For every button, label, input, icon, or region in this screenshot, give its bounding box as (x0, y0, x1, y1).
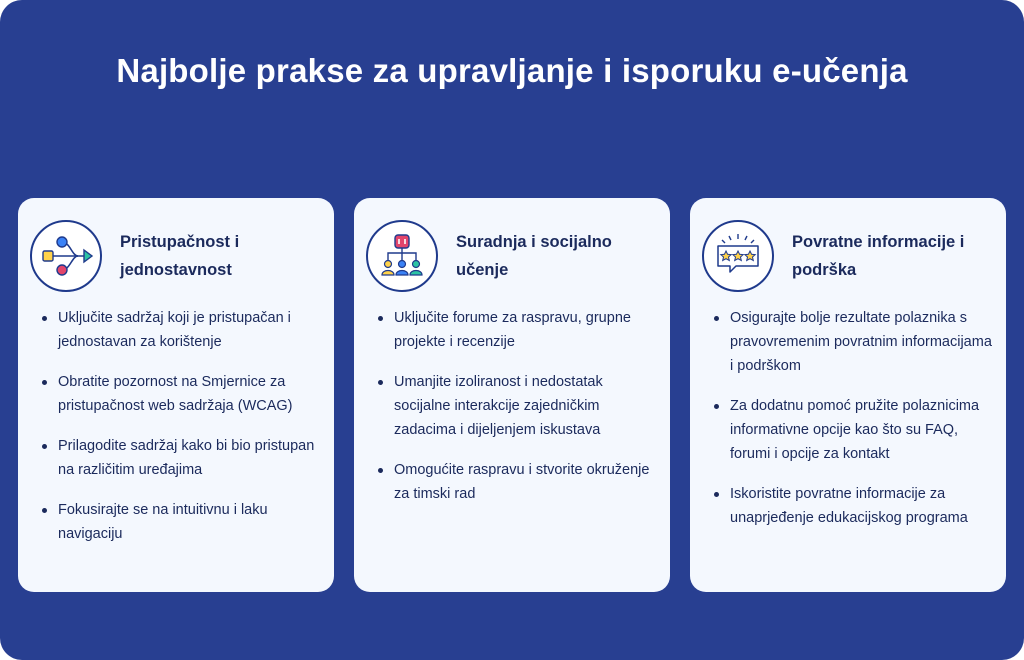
bullet-list (714, 306, 994, 546)
team-collaboration-icon (368, 222, 436, 290)
list-item: Uključite forume za raspravu, grupne projekte i recenzije (378, 306, 658, 354)
list-item: Prilagodite sadržaj kako bi bio pristupan na različitim uređajima (42, 434, 322, 482)
card-feedback (690, 198, 1006, 592)
flow-arrows-icon (32, 222, 100, 290)
card-accessibility (18, 198, 334, 592)
card-title: Suradnja i socijalno učenje (456, 233, 612, 279)
card-title: Povratne informacije i podrška (792, 233, 965, 279)
list-item: Za dodatnu pomoć pružite polaznicima informativne opcije kao što su FAQ, forumi i opcije za kontakt (714, 394, 994, 466)
list-item: Umanjite izoliranost i nedostatak socijalne interakcije zajedničkim zadacima i dijeljenjem iskustava (378, 370, 658, 442)
list-item: Iskoristite povratne informacije za unaprjeđenje edukacijskog programa (714, 482, 994, 530)
star-rating-icon (704, 222, 772, 290)
list-item: Osigurajte bolje rezultate polaznika s pravovremenim povratnim informacijama i podrškom (714, 306, 994, 378)
bullet-list (378, 306, 658, 522)
list-item: Obratite pozornost na Smjernice za pristupačnost web sadržaja (WCAG) (42, 370, 322, 418)
bullet-list (42, 306, 322, 562)
list-item: Omogućite raspravu i stvorite okruženje za timski rad (378, 458, 658, 506)
list-item: Uključite sadržaj koji je pristupačan i jednostavan za korištenje (42, 306, 322, 354)
card-title: Pristupačnost i jednostavnost (120, 233, 240, 279)
list-item: Fokusirajte se na intuitivnu i laku navigaciju (42, 498, 322, 546)
page-title: Najbolje prakse za upravljanje i isporuku e-učenja (116, 52, 908, 89)
card-collaboration (354, 198, 670, 592)
